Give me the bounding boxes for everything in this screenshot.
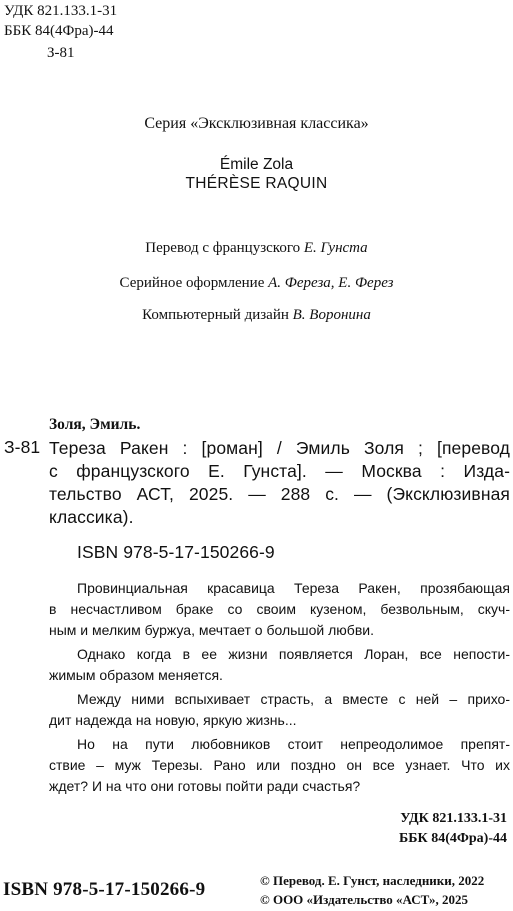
- annotation-line: Провинциальная красавица Тереза Ракен, прозябающая: [77, 580, 510, 596]
- entry-line: с французского Е. Гунста]. — Москва : Изда-: [49, 461, 510, 481]
- annotation-line: ным и мелким буржуа, мечтает о большой любви.: [49, 622, 374, 638]
- translation-credit: Перевод с французского Е. Гунста: [145, 240, 368, 256]
- annotation-line: Но на пути любовников стоит непреодолимое препят-: [77, 736, 510, 752]
- copyright-publisher: © ООО «Издательство «АСТ», 2025: [260, 892, 469, 907]
- entry-isbn: ISBN 978-5-17-150266-9: [77, 542, 275, 562]
- annotation-line: жимым образом меняется.: [49, 667, 223, 683]
- footer-isbn: ISBN 978-5-17-150266-9: [3, 879, 206, 900]
- udk-code-bottom: УДК 821.133.1-31: [400, 811, 507, 826]
- author-mark-top: З-81: [47, 45, 75, 61]
- computer-design-credit: Компьютерный дизайн В. Воронина: [142, 307, 371, 323]
- annotation-line: в несчастливом браке со своим кузеном, безвольным, скуч-: [49, 601, 510, 617]
- original-author: Émile Zola: [219, 156, 294, 173]
- series-title: Серия «Эксклюзивная классика»: [144, 115, 369, 132]
- bbk-code-top: ББК 84(4Фра)-44: [4, 23, 114, 39]
- bbk-code-bottom: ББК 84(4Фра)-44: [399, 831, 507, 846]
- entry-line: тельство АСТ, 2025. — 288 с. — (Эксклюзивная: [49, 484, 510, 504]
- entry-line: классика).: [49, 507, 134, 527]
- entry-line: Тереза Ракен : [роман] / Эмиль Золя ; [перевод: [49, 438, 510, 458]
- annotation-line: Однако когда в ее жизни появляется Лоран, все непости-: [77, 646, 510, 662]
- design-credit: Серийное оформление А. Фереза, Е. Ферез: [119, 275, 394, 291]
- udk-code-top: УДК 821.133.1-31: [4, 3, 118, 19]
- entry-heading: Золя, Эмиль.: [49, 416, 141, 433]
- annotation-line: дит надежда на новую, яркую жизнь...: [49, 712, 297, 728]
- annotation-line: ствие – муж Терезы. Рано или поздно он все узнает. Что их: [49, 757, 510, 773]
- copyright-translation: © Перевод. Е. Гунст, наследники, 2022: [260, 873, 485, 888]
- original-title: THÉRÈSE RAQUIN: [185, 175, 328, 192]
- entry-author-mark: З-81: [4, 437, 41, 457]
- annotation-line: ждет? И на что они готовы пойти ради счастья?: [49, 778, 361, 794]
- annotation-line: Между ними вспыхивает страсть, а вместе с ней – прихо-: [77, 691, 510, 707]
